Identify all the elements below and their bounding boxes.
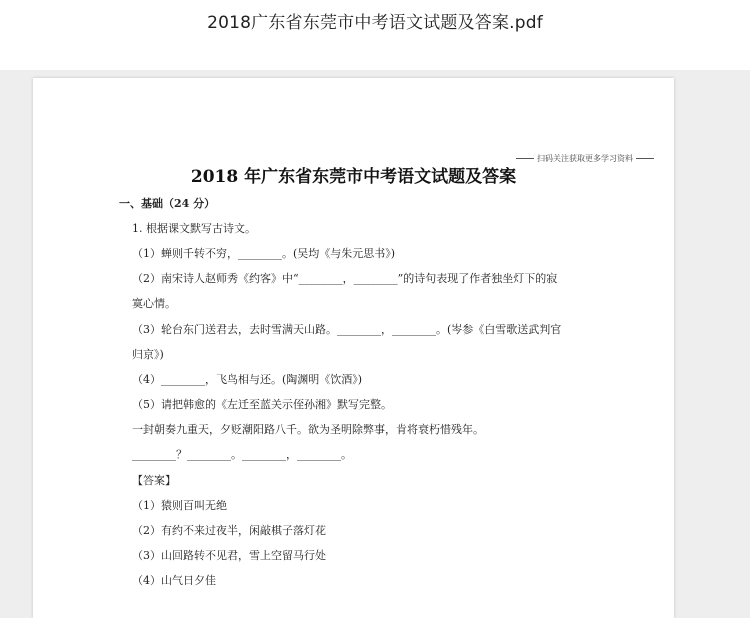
document-title: 2018 年广东省东莞市中考语文试题及答案 [190,167,517,187]
answer-heading: 【答案】 [132,474,176,487]
text-line: （1）蝉则千转不穷，________。(吴均《与朱元思书》) [132,247,396,260]
text-line: （4）________，飞鸟相与还。(陶渊明《饮酒》) [132,373,363,386]
watermark-rule-right [636,158,654,159]
text-line: 归京》) [132,348,164,361]
file-title: 2018广东省东莞市中考语文试题及答案.pdf [207,13,543,33]
text-line: 一封朝奏九重天，夕贬潮阳路八千。欲为圣明除弊事，肯将衰朽惜残年。 [132,423,484,436]
watermark-text: 扫码关注获取更多学习资料 [537,154,633,163]
text-line: （3）轮台东门送君去，去时雪满天山路。________，________。(岑参《白雪歌送武判官 [132,323,562,336]
text-line: （2）南宋诗人赵师秀《约客》中“________，________”的诗句表现了作者独坐灯下的寂 [132,272,558,285]
answer-line: （1）猿则百叫无绝 [132,499,227,512]
answer-line: （3）山回路转不见君，雪上空留马行处 [132,549,326,562]
answer-line: （4）山气日夕佳 [132,574,216,587]
viewer-header [0,0,750,70]
answer-line: （2）有约不来过夜半，闲敲棋子落灯花 [132,524,326,537]
text-line: （5）请把韩愈的《左迁至蓝关示侄孙湘》默写完整。 [132,398,392,411]
section-heading: 一、基础（24 分） [119,197,216,210]
text-line: ________？________。________，________。 [132,448,352,461]
watermark-rule-left [516,158,534,159]
text-line: 1. 根据课文默写古诗文。 [132,222,256,235]
pdf-page [33,78,674,618]
text-line: 寞心情。 [132,297,176,310]
